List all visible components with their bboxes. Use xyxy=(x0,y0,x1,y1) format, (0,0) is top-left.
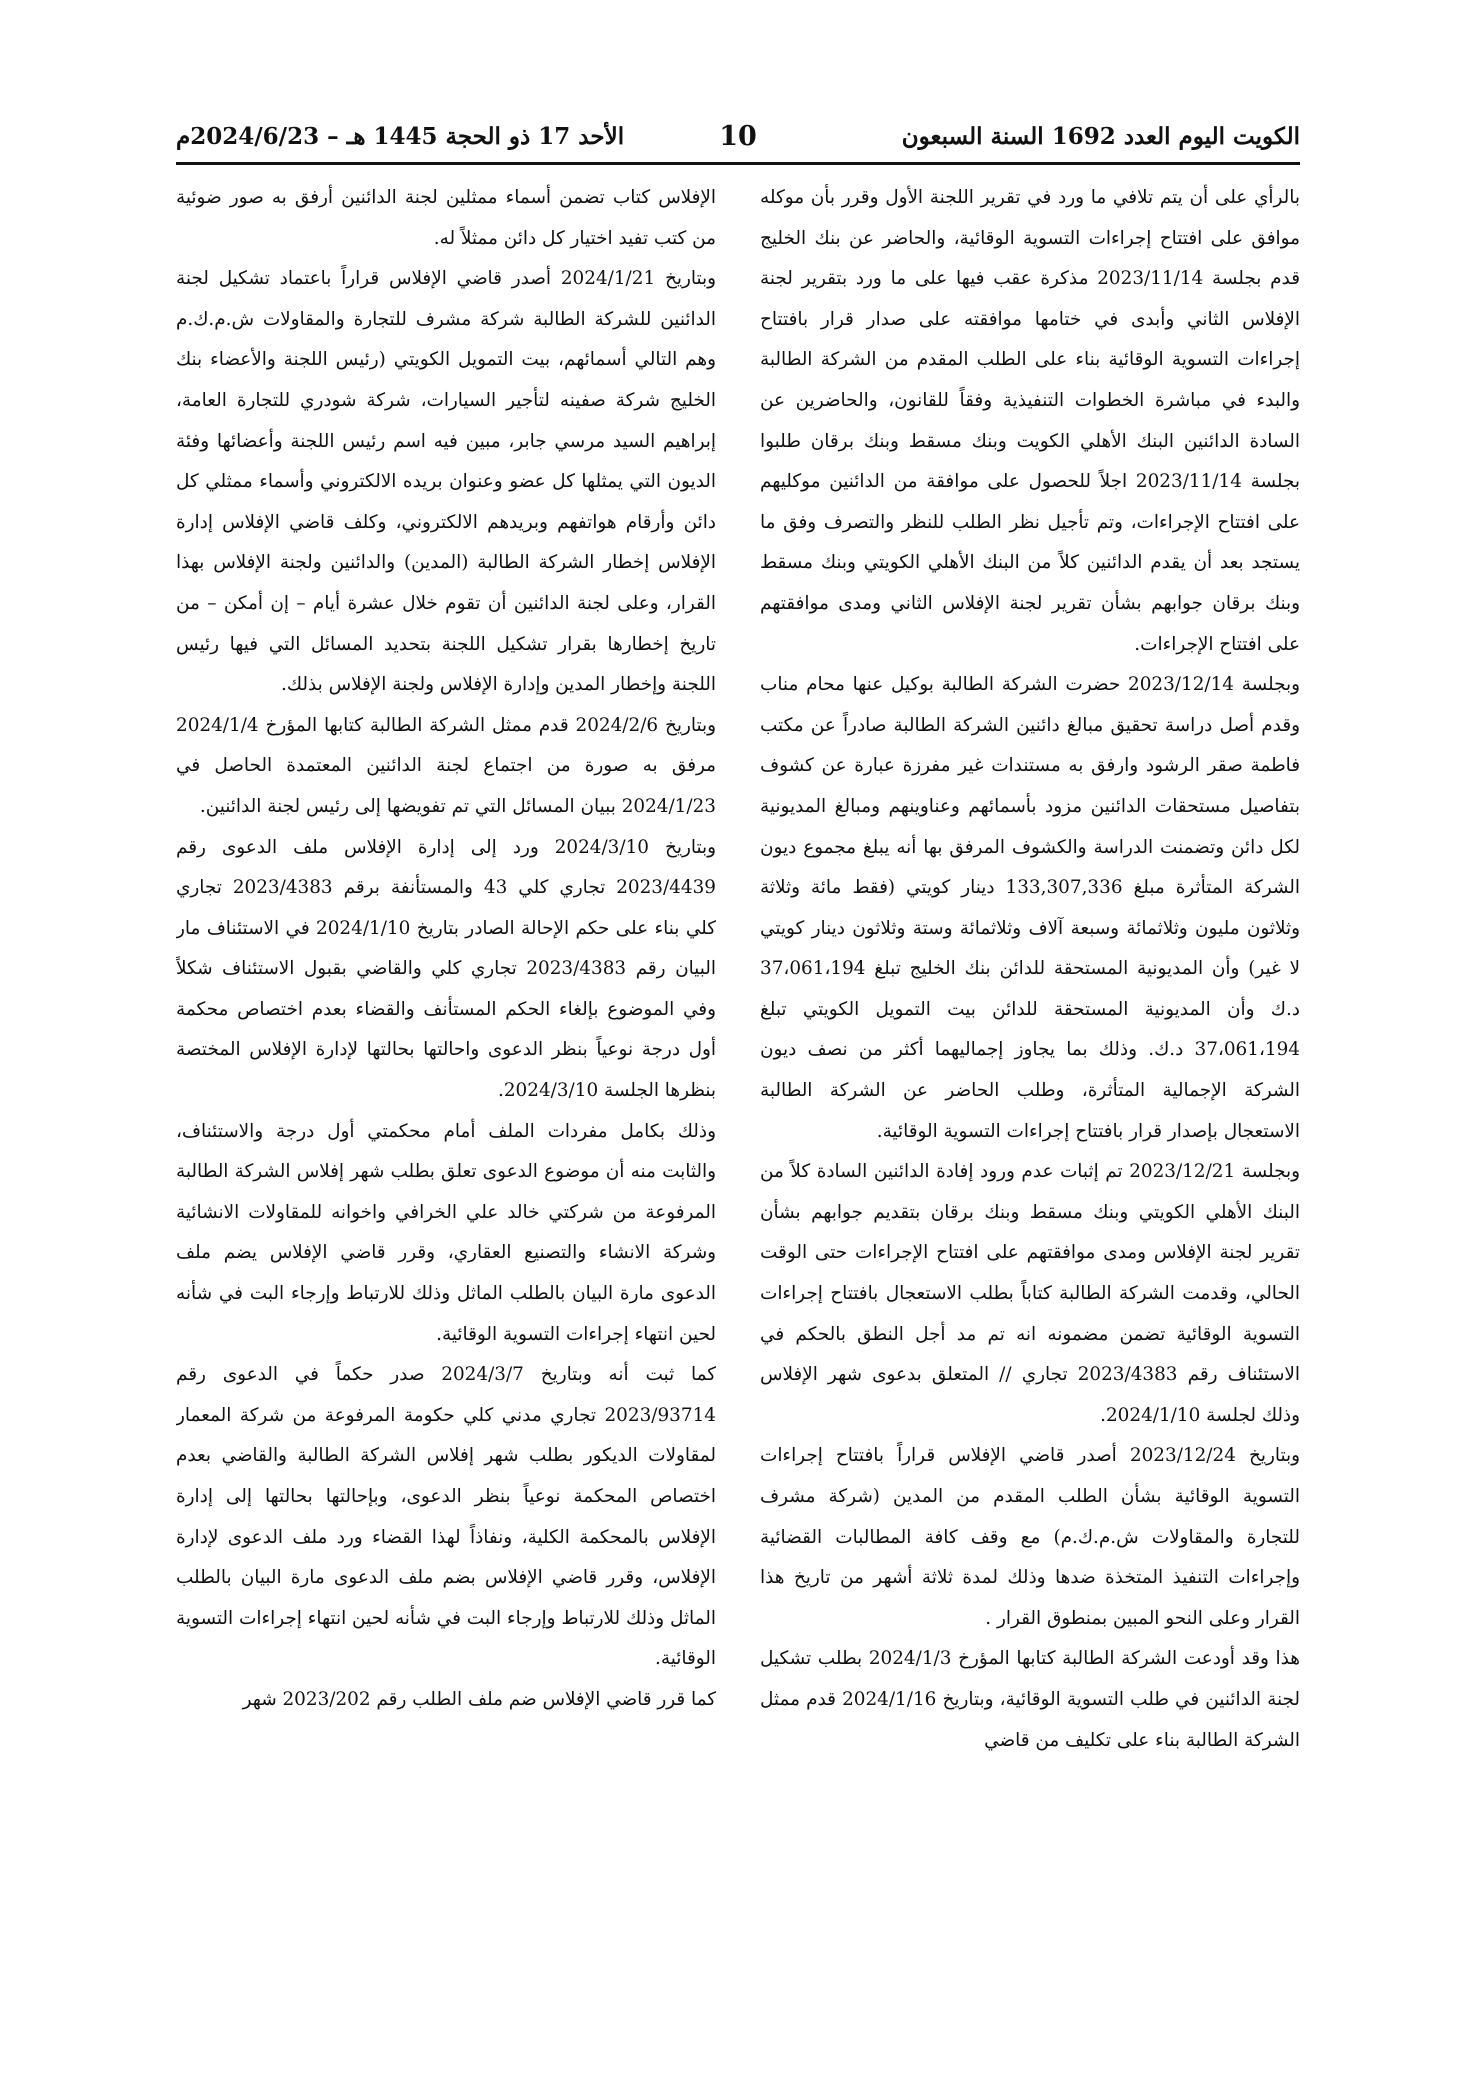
paragraph: كما قرر قاضي الإفلاس ضم ملف الطلب رقم 2023/202 شهر xyxy=(242,1688,716,1710)
paragraph: وبجلسة 2023/12/21 تم إثبات عدم ورود إفادة الدائنين السادة كلاً من البنك الأهلي الكويتي وبنك مسقط وبنك برقان بتقديم جوابهم بشأن تقرير لجنة الإفلاس ومدى موافقتهم على افتتاح الإجراءات حتى الوقت الحالي، وقدمت الشركة الطالبة كتاباً بطلب الاستعجال بافتتاح إجراءات التسوية الوقائية تضمن مضمونه انه تم مد أجل النطق بالحكم في الاستئناف رقم 2023/4383 تجاري // المتعلق بدعوى شهر الإفلاس وذلك لجلسة 2024/1/10. xyxy=(760,1161,1300,1426)
paragraph: وبتاريخ 2024/3/10 ورد إلى إدارة الإفلاس ملف الدعوى رقم 2023/4439 تجاري كلي 43 والمستأنفة برقم 2023/4383 تجاري كلي بناء على حكم الإحالة الصادر بتاريخ 2024/1/10 في الاستئناف مار البيان رقم 2023/4383 تجاري كلي والقاضي بقبول الاستئناف شكلاً وفي الموضوع بإلغاء الحكم المستأنف والقضاء بعدم اختصاص محكمة أول درجة نوعياً بنظر الدعوى واحالتها بحالتها لإدارة الإفلاس المختصة بنظرها الجلسة 2024/3/10. xyxy=(176,836,716,1102)
paragraph: بالرأي على أن يتم تلافي ما ورد في تقرير اللجنة الأول وقرر بأن موكله موافق على افتتاح إجراءات التسوية الوقائية، والحاضر عن بنك الخليج قدم بجلسة 2023/11/14 مذكرة عقب فيها على ما ورد بتقرير لجنة الإفلاس الثاني وأبدى في ختامها موافقته على صدار قرار بافتتاح إجراءات التسوية الوقائية بناء على الطلب المقدم من الشركة الطالبة والبدء في مباشرة الخطوات التنفيذية وفقاً للقانون، والحاضرين عن السادة الدائنين البنك الأهلي الكويت وبنك مسقط وبنك برقان طلبوا بجلسة 2023/11/14 اجلاً للحصول على موافقة من الدائنين موكليهم على افتتاح الإجراءات، وتم تأجيل نظر الطلب للنظر والتصرف وفق ما يستجد بعد أن يقدم الدائنين كلاً من البنك الأهلي الكويتي وبنك مسقط وبنك برقان جوابهم بشأن تقرير لجنة الإفلاس الثاني ومدى موافقتهم على افتتاح الإجراءات. xyxy=(760,187,1300,655)
right-column xyxy=(760,178,1300,2018)
paragraph: وذلك بكامل مفردات الملف أمام محكمتي أول درجة والاستئناف، والثابت منه أن موضوع الدعوى تعلق بطلب شهر إفلاس الشركة الطالبة المرفوعة من شركتي خالد علي الخرافي واخوانه للمقاولات الانشائية وشركة الانشاء والتصنيع العقاري، وقرر قاضي الإفلاس يضم ملف الدعوى مارة البيان بالطلب الماثل وذلك للارتباط وإرجاء البت في شأنه لحين انتهاء إجراءات التسوية الوقائية. xyxy=(176,1120,716,1345)
issue-info: الكويت اليوم العدد 1692 السنة السبعون xyxy=(901,123,1300,150)
page-number: 10 xyxy=(719,121,757,152)
paragraph: وبتاريخ 2024/1/21 أصدر قاضي الإفلاس قراراً باعتماد تشكيل لجنة الدائنين للشركة الطالبة شركة مشرف للتجارة والمقاولات ش.م.ك.م وهم التالي أسمائهم، بيت التمويل الكويتي (رئيس اللجنة والأعضاء بنك الخليج شركة صفينه لتأجير السيارات، شركة شودري للتجارة العامة، إبراهيم السيد مرسي جابر، مبين فيه اسم رئيس اللجنة وأعضائها وفئة الديون التي يمثلها كل عضو وعنوان بريده الالكتروني وأسماء ممثلي كل دائن وأرقام هواتفهم وبريدهم الالكتروني، وكلف قاضي الإفلاس إدارة الإفلاس إخطار الشركة الطالبة (المدين) والدائنين ولجنة الإفلاس بهذا القرار، وعلى لجنة الدائنين أن تقوم خلال عشرة أيام – إن أمكن – من تاريخ إخطارها بقرار تشكيل اللجنة بتحديد المسائل التي فيها رئيس اللجنة وإخطار المدين وإدارة الإفلاس ولجنة الإفلاس بذلك. xyxy=(176,268,716,696)
paragraph: وبتاريخ 2023/12/24 أصدر قاضي الإفلاس قراراً بافتتاح إجراءات التسوية الوقائية بشأن الطلب المقدم من المدين (شركة مشرف للتجارة والمقاولات ش.م.ك.م) مع وقف كافة المطالبات القضائية وإجراءات التنفيذ المتخذة ضدها وذلك لمدة ثلاثة أشهر من تاريخ هذا القرار وعلى النحو المبين بمنطوق القرار . xyxy=(760,1445,1300,1629)
issue-date: الأحد 17 ذو الحجة 1445 هـ – 2024/6/23م xyxy=(176,123,625,150)
page-header xyxy=(176,118,1300,165)
paragraph: هذا وقد أودعت الشركة الطالبة كتابها المؤرخ 2024/1/3 بطلب تشكيل لجنة الدائنين في طلب التسوية الوقائية، وبتاريخ 2024/1/16 قدم ممثل الشركة الطالبة بناء على تكليف من قاضي xyxy=(760,1648,1300,1751)
paragraph: وبتاريخ 2024/2/6 قدم ممثل الشركة الطالبة كتابها المؤرخ 2024/1/4 مرفق به صورة من اجتماع لجنة الدائنين المعتمدة الحاصل في 2024/1/23 ببيان المسائل التي تم تفويضها إلى رئيس لجنة الدائنين. xyxy=(176,714,716,817)
paragraph: الإفلاس كتاب تضمن أسماء ممثلين لجنة الدائنين أرفق به صور ضوئية من كتب تفيد اختيار كل دائن ممثلاً له. xyxy=(176,187,716,249)
left-column xyxy=(176,178,716,2018)
paragraph: وبجلسة 2023/12/14 حضرت الشركة الطالبة بوكيل عنها محام مناب وقدم أصل دراسة تحقيق مبالغ دائنين الشركة الطالبة صادراً عن مكتب فاطمة صقر الرشود وارفق به مستندات غير مفرزة عبارة عن كشوف بتفاصيل مستحقات الدائنين مزود بأسمائهم وعناوينهم ومبالغ المديونية لكل دائن وتضمنت الدراسة والكشوف المرفق بها أنه يبلغ مجموع ديون الشركة المتأثرة مبلغ 133,307,336 دينار كويتي (فقط مائة وثلاثة وثلاثون مليون وثلاثمائة وسبعة آلاف وثلاثمائة وستة وثلاثون دينار كويتي لا غير) وأن المديونية المستحقة للدائن بنك الخليج تبلغ 37،061،194 د.ك وأن المديونية المستحقة للدائن بيت التمويل الكويتي تبلغ 37،061،194 د.ك. وذلك بما يجاوز إجماليهما أكثر من نصف ديون الشركة الإجمالية المتأثرة، وطلب الحاضر عن الشركة الطالبة الاستعجال بإصدار قرار بافتتاح إجراءات التسوية الوقائية. xyxy=(760,674,1300,1142)
paragraph: كما ثبت أنه وبتاريخ 2024/3/7 صدر حكماً في الدعوى رقم 2023/93714 تجاري مدني كلي حكومة المرفوعة من شركة المعمار لمقاولات الديكور بطلب شهر إفلاس الشركة الطالبة والقاضي بعدم اختصاص المحكمة نوعياً بنظر الدعوى، وبإحالتها بحالتها إلى إدارة الإفلاس بالمحكمة الكلية، ونفاذاً لهذا القضاء ورد ملف الدعوى لإدارة الإفلاس، وقرر قاضي الإفلاس بضم ملف الدعوى مارة البيان بالطلب الماثل وذلك للارتباط وإرجاء البت في شأنه لحين انتهاء إجراءات التسوية الوقائية. xyxy=(176,1364,716,1670)
